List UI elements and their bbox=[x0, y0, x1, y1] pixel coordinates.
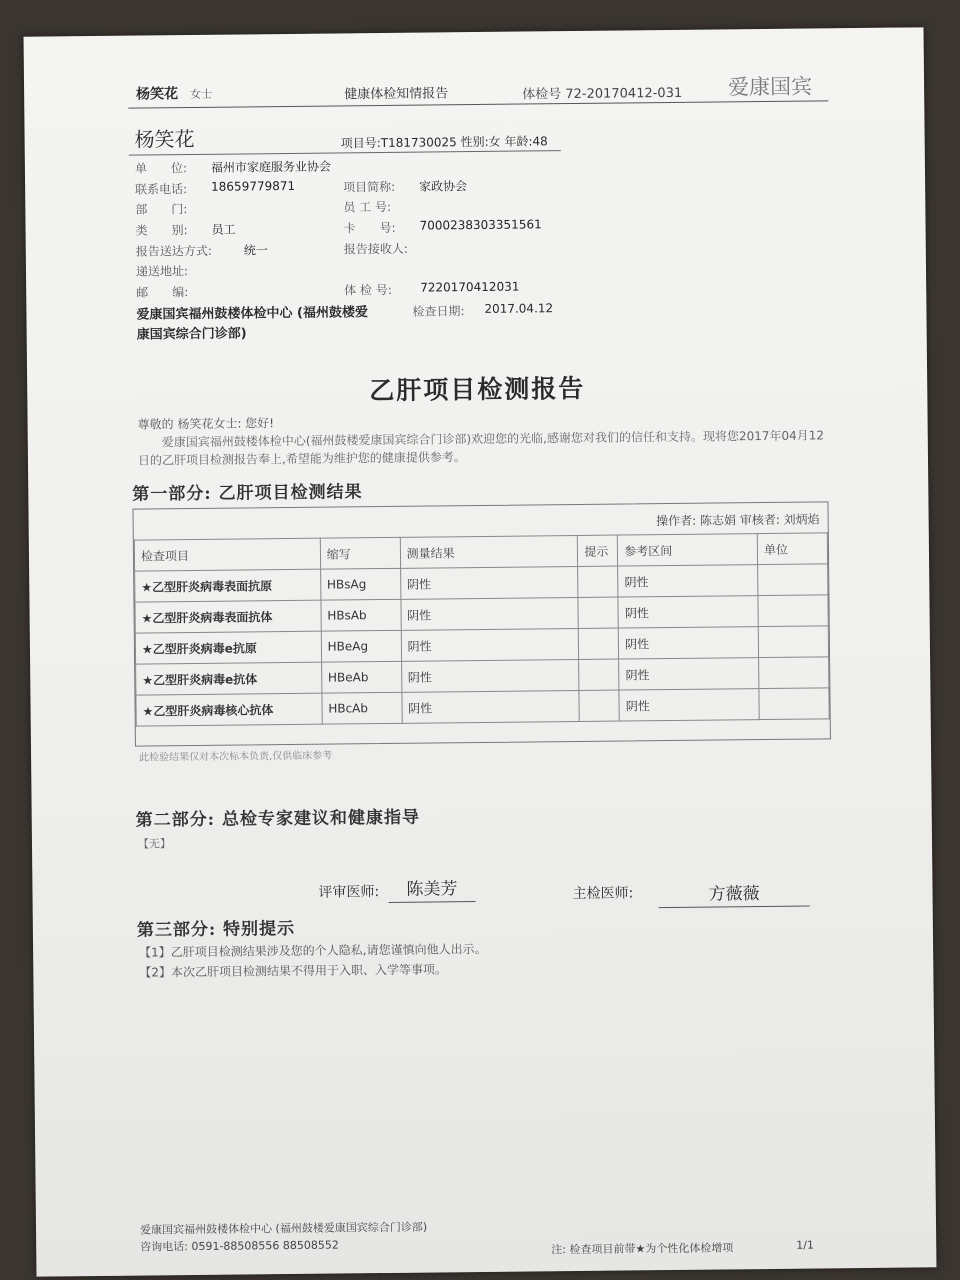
report-sheet bbox=[24, 27, 937, 1276]
exam-center-name: 爱康国宾福州鼓楼体检中心 (福州鼓楼爱康国宾综合门诊部) bbox=[136, 305, 368, 343]
tip-item: 【2】本次乙肝项目检测结果不得用于入职、入学等事项。 bbox=[139, 962, 448, 980]
project-short-label: 项目简称: bbox=[343, 179, 396, 195]
header-doc-title: 健康体检知情报告 bbox=[344, 86, 449, 103]
cell-ref: 阴性 bbox=[619, 658, 759, 690]
cell-item: ★乙型肝炎病毒e抗原 bbox=[135, 631, 321, 664]
cell-item: ★乙型肝炎病毒表面抗原 bbox=[135, 569, 321, 602]
cell-unit bbox=[759, 657, 829, 689]
cell-ref: 阴性 bbox=[619, 627, 759, 659]
results-table-box bbox=[132, 501, 830, 746]
results-table bbox=[134, 532, 830, 726]
cell-result: 阴性 bbox=[401, 597, 579, 630]
table-row bbox=[136, 688, 829, 726]
cell-hint bbox=[579, 659, 619, 690]
phone-label: 联系电话: bbox=[135, 182, 188, 197]
project-short-value: 家政协会 bbox=[419, 179, 468, 194]
brand-logo-text: 爱康国宾 bbox=[727, 74, 813, 100]
card-value: 7000238303351561 bbox=[419, 217, 542, 233]
footer-phone: 咨询电话: 0591-88508556 88508552 bbox=[140, 1238, 339, 1254]
cell-abbr: HBeAb bbox=[321, 661, 401, 693]
col-header: 测量结果 bbox=[400, 535, 578, 568]
header-divider bbox=[128, 100, 828, 108]
cell-ref: 阴性 bbox=[619, 689, 759, 721]
cell-unit bbox=[759, 688, 829, 720]
cell-ref: 阴性 bbox=[618, 565, 758, 597]
project-line: 项目号:T181730025 性别:女 年龄:48 bbox=[340, 134, 548, 151]
intro-paragraph: 爱康国宾福州鼓楼体检中心(福州鼓楼爱康国宾综合门诊部)欢迎您的光临,感谢您对我们的信任和支持。现将您2017年04月12日的乙肝项目检测报告奉上,希望能为维护您的健康提供参考。 bbox=[137, 428, 825, 468]
operator-reviewer: 操作者: 陈志娟 审核者: 刘炳焰 bbox=[656, 512, 820, 529]
footer-note: 注: 检查项目前带★为个性化体检增项 bbox=[551, 1241, 734, 1257]
cell-abbr: HBcAb bbox=[322, 692, 402, 724]
cell-item: ★乙型肝炎病毒表面抗体 bbox=[135, 600, 321, 633]
section3-title: 第三部分: 特别提示 bbox=[136, 918, 296, 941]
tip-item: 【1】乙肝项目检测结果涉及您的个人隐私,请您谨慎向他人出示。 bbox=[139, 941, 487, 960]
exam-no-label: 体 检 号: bbox=[344, 282, 392, 298]
cell-abbr: HBeAg bbox=[321, 630, 401, 662]
dept-label: 部 门: bbox=[135, 202, 188, 217]
col-header: 缩写 bbox=[320, 537, 400, 569]
footer-org: 爱康国宾福州鼓楼体检中心 (福州鼓楼爱康国宾综合门诊部) bbox=[139, 1220, 428, 1237]
address-label: 递送地址: bbox=[135, 264, 189, 279]
category-value: 员工 bbox=[211, 222, 236, 237]
chief-signature: 方薇薇 bbox=[658, 879, 809, 909]
staff-no-label: 员 工 号: bbox=[343, 199, 392, 215]
unit-value: 福州市家庭服务业协会 bbox=[210, 159, 331, 175]
col-header: 检查项目 bbox=[134, 538, 320, 571]
cell-hint bbox=[578, 597, 618, 628]
reviewer-signature: 陈美芳 bbox=[388, 874, 475, 903]
table-note: 此检验结果仅对本次标本负责,仅供临床参考 bbox=[139, 750, 333, 764]
exam-no-value: 7220170412031 bbox=[420, 279, 520, 295]
cell-result: 阴性 bbox=[401, 659, 579, 692]
section2-title: 第二部分: 总检专家建议和健康指导 bbox=[135, 807, 421, 831]
cell-abbr: HBsAb bbox=[321, 599, 401, 631]
col-header: 参考区间 bbox=[618, 534, 758, 566]
cell-result: 阴性 bbox=[402, 690, 580, 723]
exam-date-value: 2017.04.12 bbox=[484, 301, 554, 316]
unit-label: 单 位: bbox=[134, 161, 188, 176]
cell-result: 阴性 bbox=[401, 628, 579, 661]
advice-content: 【无】 bbox=[137, 837, 172, 851]
delivery-label: 报告送达方式: bbox=[135, 243, 212, 259]
reviewer-label: 评审医师: bbox=[318, 884, 380, 901]
postcode-label: 邮 编: bbox=[136, 285, 189, 300]
cell-hint bbox=[579, 690, 619, 721]
header-exam-number: 体检号 72-20170412-031 bbox=[522, 85, 683, 103]
cell-item: ★乙型肝炎病毒e抗体 bbox=[136, 662, 322, 695]
header-patient-name: 杨笑花 bbox=[136, 86, 179, 103]
phone-value: 18659779871 bbox=[211, 178, 296, 194]
card-label: 卡 号: bbox=[343, 220, 396, 236]
cell-unit bbox=[758, 595, 828, 627]
delivery-value: 统一 bbox=[243, 243, 268, 258]
cell-item: ★乙型肝炎病毒核心抗体 bbox=[136, 693, 322, 726]
col-header: 单位 bbox=[757, 533, 827, 565]
cell-abbr: HBsAg bbox=[320, 568, 400, 600]
cell-hint bbox=[579, 628, 619, 659]
col-header: 提示 bbox=[578, 535, 618, 566]
exam-date-label: 检查日期: bbox=[412, 304, 465, 319]
cell-result: 阴性 bbox=[400, 566, 578, 599]
cell-ref: 阴性 bbox=[618, 596, 758, 628]
receiver-label: 报告接收人: bbox=[343, 241, 408, 257]
report-title: 乙肝项目检测报告 bbox=[369, 373, 586, 406]
greeting: 尊敬的 杨笑花女士: 您好! bbox=[137, 416, 275, 432]
chief-label: 主检医师: bbox=[572, 885, 634, 903]
category-label: 类 别: bbox=[135, 223, 188, 238]
cell-unit bbox=[758, 564, 828, 596]
section1-title: 第一部分: 乙肝项目检测结果 bbox=[132, 482, 363, 505]
page-number: 1/1 bbox=[796, 1238, 814, 1252]
header-gender-title: 女士 bbox=[190, 87, 213, 102]
patient-name-large: 杨笑花 bbox=[134, 126, 195, 152]
cell-unit bbox=[758, 626, 828, 658]
cell-hint bbox=[578, 566, 618, 597]
